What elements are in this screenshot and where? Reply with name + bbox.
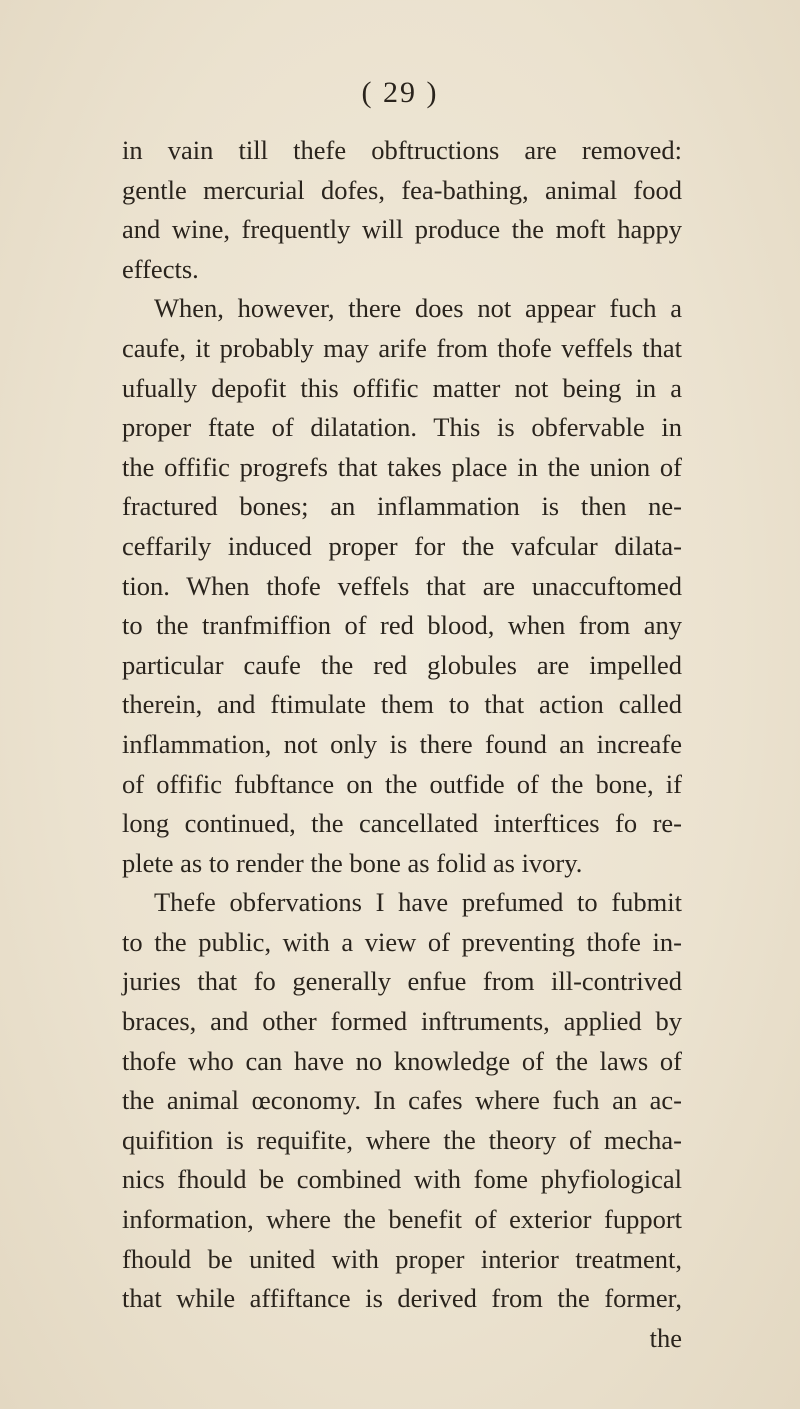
text-line: quifition is requifite, where the theory of mecha- <box>122 1124 682 1155</box>
paragraph-start-line: Thefe obfervations I have prefumed to fubmit <box>154 887 682 918</box>
body-text <box>122 131 682 1358</box>
text-line: and wine, frequently will produce the moft happy <box>122 214 682 245</box>
text-line: therein, and ftimulate them to that action called <box>122 689 682 720</box>
text-line: caufe, it probably may arife from thofe veffels that <box>122 332 682 363</box>
text-line: fhould be united with proper interior treatment, <box>122 1243 682 1274</box>
text-line: long continued, the cancellated interftices fo re- <box>122 808 682 839</box>
text-line: tion. When thofe veffels that are unaccuftomed <box>122 570 682 601</box>
text-line: gentle mercurial dofes, fea-bathing, animal food <box>122 174 682 205</box>
text-line: ceffarily induced proper for the vafcular dilata- <box>122 530 682 561</box>
text-line: proper ftate of dilatation. This is obfervable in <box>122 412 682 443</box>
text-line: of offific fubftance on the outfide of the bone, if <box>122 768 682 799</box>
text-line: to the public, with a view of preventing thofe in- <box>122 926 682 957</box>
text-line: in vain till thefe obftructions are removed: <box>122 135 682 165</box>
text-line: fractured bones; an inflammation is then ne- <box>122 491 682 522</box>
catchword: the <box>649 1322 682 1353</box>
paragraph-start-line: When, however, there does not appear fuch a <box>154 293 682 324</box>
text-line: braces, and other formed inftruments, applied by <box>122 1006 682 1037</box>
text-line: the animal œconomy. In cafes where fuch an ac- <box>122 1085 682 1116</box>
text-line: inflammation, not only is there found an increafe <box>122 728 682 759</box>
text-line: effects. <box>122 253 199 284</box>
text-line: nics fhould be combined with fome phyfiological <box>122 1164 682 1195</box>
text-line: thofe who can have no knowledge of the laws of <box>122 1045 682 1076</box>
page-number: ( 29 ) <box>361 76 439 109</box>
text-line: that while affiftance is derived from the former, <box>122 1283 682 1314</box>
text-line: particular caufe the red globules are impelled <box>122 649 682 680</box>
text-line: juries that fo generally enfue from ill-contrived <box>122 966 682 997</box>
text-line: plete as to render the bone as folid as ivory. <box>122 847 583 878</box>
text-line: the offific progrefs that takes place in the union of <box>122 451 682 482</box>
text-line: ufually depofit this offific matter not being in a <box>122 372 682 403</box>
text-line: to the tranfmiffion of red blood, when from any <box>122 610 682 641</box>
text-line: information, where the benefit of exterior fupport <box>122 1204 682 1235</box>
